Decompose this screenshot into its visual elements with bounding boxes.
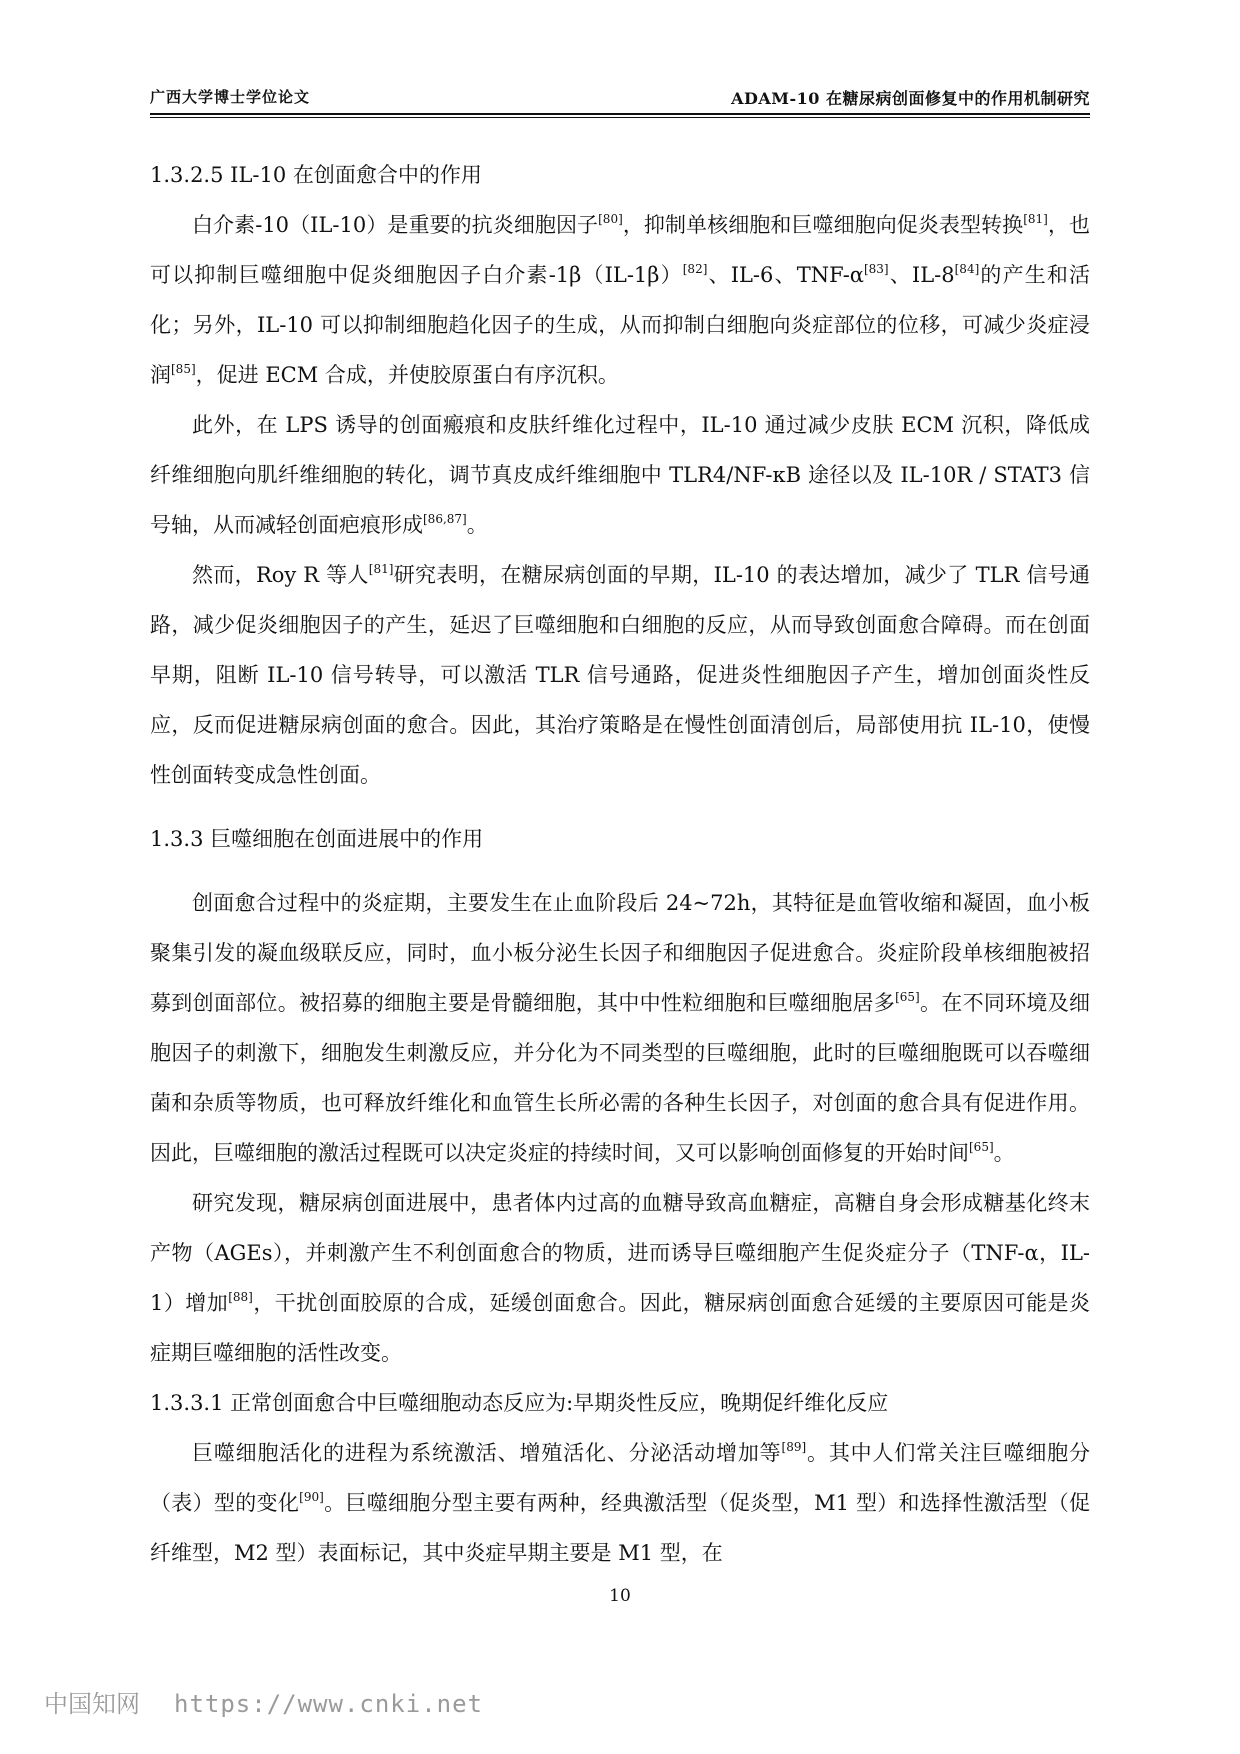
paragraph-macrophage-activation xyxy=(150,1428,1090,1578)
text-run: 巨噬细胞活化的进程为系统激活、增殖活化、分泌活动增加等 xyxy=(192,1441,782,1465)
section-heading-1-3-3: 1.3.3 巨噬细胞在创面进展中的作用 xyxy=(150,827,484,851)
text-run: 的产生和活化；另外，IL-10 可以抑制细胞趋化因子的生成，从而抑制白细胞向炎症部位的位移，可减少炎症浸润 xyxy=(150,263,1091,387)
text-run: 创面愈合过程中的炎症期，主要发生在止血阶段后 24~72h，其特征是血管收缩和凝固，血小板聚集引发的凝血级联反应，同时，血小板分泌生长因子和细胞因子促进愈合。炎症阶段单核细胞被招募到创面部位。被招募的细胞主要是骨髓细胞，其中中性粒细胞和巨噬细胞居多 xyxy=(150,891,1090,1015)
watermark-brand: 中国知网 xyxy=(44,1690,140,1718)
paragraph-il10-overview xyxy=(150,200,1090,400)
paragraph-il10-diabetic xyxy=(150,550,1090,800)
text-run: ，也可以抑制巨噬细胞中促炎细胞因子白介素-1β（IL-1β） xyxy=(150,213,1091,287)
text-run: 研究发现，糖尿病创面进展中，患者体内过高的血糖导致高血糖症，高糖自身会形成糖基化终末产物（AGEs），并刺激产生不利创面愈合的物质，进而诱导巨噬细胞产生促炎症分子（TNF-α，IL-1）增加 xyxy=(150,1191,1090,1315)
citation: [88] xyxy=(228,1290,253,1304)
text-run: ，促进 ECM 合成，并使胶原蛋白有序沉积。 xyxy=(195,363,619,387)
running-header xyxy=(150,86,1090,112)
page-body xyxy=(150,150,1090,1578)
citation: [84] xyxy=(954,262,980,276)
header-rule-thin xyxy=(150,117,1090,118)
page-number: 10 xyxy=(609,1586,631,1606)
text-run: 。 xyxy=(466,513,488,537)
text-run: ，干扰创面胶原的合成，延缓创面愈合。因此，糖尿病创面愈合延缓的主要原因可能是炎症期巨噬细胞的活性改变。 xyxy=(150,1291,1090,1365)
citation: [65] xyxy=(895,990,920,1004)
citation: [89] xyxy=(781,1440,807,1454)
text-run: 、IL-6、TNF-α xyxy=(707,263,864,287)
paragraph-inflammation-phase xyxy=(150,878,1090,1178)
header-thesis-title: ADAM-10 在糖尿病创面修复中的作用机制研究 xyxy=(731,89,1090,108)
text-run: 。巨噬细胞分型主要有两种，经典激活型（促炎型，M1 型）和选择性激活型（促纤维型，M2 型）表面标记，其中炎症早期主要是 M1 型，在 xyxy=(150,1491,1090,1565)
header-rule-thick xyxy=(150,113,1090,115)
text-run: ，抑制单核细胞和巨噬细胞向促炎表型转换 xyxy=(622,213,1024,237)
text-run: 、IL-8 xyxy=(888,263,955,287)
text-run: 此外，在 LPS 诱导的创面瘢痕和皮肤纤维化过程中，IL-10 通过减少皮肤 ECM 沉积，降低成纤维细胞向肌纤维细胞的转化，调节真皮成纤维细胞中 TLR4/NF-κB 途径以及 IL-10R / STAT3 信号轴，从而减轻创面疤痕形成 xyxy=(150,413,1090,537)
citation: [81] xyxy=(1023,212,1048,226)
section-heading-1-3-2-5: 1.3.2.5 IL-10 在创面愈合中的作用 xyxy=(150,163,482,187)
citation: [65] xyxy=(969,1140,994,1154)
cnki-watermark xyxy=(44,1684,483,1719)
paragraph-il10-lps xyxy=(150,400,1090,550)
citation: [86,87] xyxy=(423,512,467,526)
citation: [81] xyxy=(368,562,394,576)
paragraph-diabetic-progression xyxy=(150,1178,1090,1378)
citation: [82] xyxy=(682,262,708,276)
section-heading-1-3-3-1: 1.3.3.1 正常创面愈合中巨噬细胞动态反应为:早期炎性反应，晚期促纤维化反应 xyxy=(150,1391,889,1415)
text-run: 。其中人们常关注巨噬细胞分（表）型的变化 xyxy=(150,1441,1090,1515)
text-run: 研究表明，在糖尿病创面的早期，IL-10 的表达增加，减少了 TLR 信号通路，减少促炎细胞因子的产生，延迟了巨噬细胞和白细胞的反应，从而导致创面愈合障碍。而在创面早期，阻断 IL-10 信号转导，可以激活 TLR 信号通路，促进炎性细胞因子产生，增加创面炎性反应，反而促进糖尿病创面的愈合。因此，其治疗策略是在慢性创面清创后，局部使用抗 IL-10，使慢性创面转变成急性创面。 xyxy=(150,563,1090,787)
text-run: 。在不同环境及细胞因子的刺激下，细胞发生刺激反应，并分化为不同类型的巨噬细胞，此时的巨噬细胞既可以吞噬细菌和杂质等物质，也可释放纤维化和血管生长所必需的各种生长因子，对创面的愈合具有促进作用。因此，巨噬细胞的激活过程既可以决定炎症的持续时间，又可以影响创面修复的开始时间 xyxy=(150,991,1091,1165)
watermark-url: https://www.cnki.net xyxy=(174,1690,483,1718)
citation: [90] xyxy=(299,1490,324,1504)
citation: [83] xyxy=(863,262,889,276)
citation: [80] xyxy=(598,212,623,226)
header-thesis-label: 广西大学博士学位论文 xyxy=(150,88,311,106)
citation: [85] xyxy=(171,362,196,376)
text-run: 然而，Roy R 等人 xyxy=(192,563,369,587)
text-run: 。 xyxy=(993,1141,1015,1165)
text-run: 白介素-10（IL-10）是重要的抗炎细胞因子 xyxy=(192,213,599,237)
